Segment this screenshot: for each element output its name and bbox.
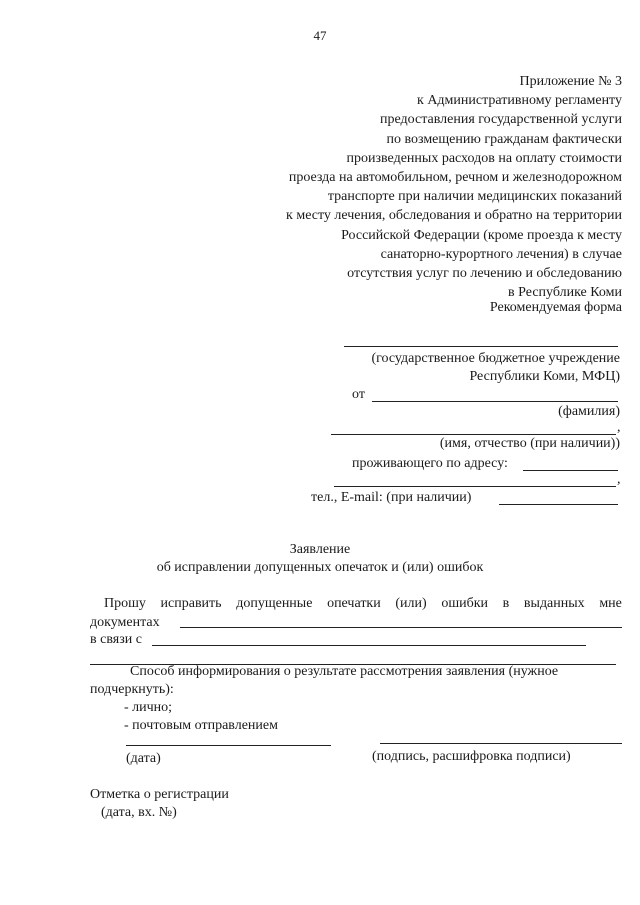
address-line-2[interactable] bbox=[334, 486, 616, 487]
request-word: (или) bbox=[395, 596, 427, 611]
name-caption: (имя, отчество (при наличии)) bbox=[439, 436, 620, 451]
comma-after-address: , bbox=[617, 472, 621, 487]
appendix-line: произведенных расходов на оплату стоимости bbox=[346, 150, 622, 166]
option-in-person[interactable]: - лично; bbox=[124, 700, 173, 715]
appendix-line: проезда на автомобильном, речном и железнодорожном bbox=[288, 170, 622, 186]
appendix-line: Российской Федерации (кроме проезда к месту bbox=[341, 227, 622, 243]
option-by-mail[interactable]: - почтовым отправлением bbox=[124, 718, 278, 733]
request-word: мне bbox=[599, 596, 622, 611]
contacts-label: тел., E-mail: (при наличии) bbox=[311, 490, 472, 505]
appendix-title: Приложение № 3 bbox=[519, 74, 622, 89]
registration-label: Отметка о регистрации bbox=[90, 787, 229, 802]
from-surname-line[interactable] bbox=[372, 401, 618, 402]
request-word: выданных bbox=[523, 596, 585, 611]
institution-line[interactable] bbox=[344, 346, 618, 347]
page-number: 47 bbox=[313, 28, 327, 43]
appendix-line: предоставления государственной услуги bbox=[380, 112, 622, 128]
statement-subtitle: об исправлении допущенных опечаток и (или) ошибок bbox=[156, 560, 484, 575]
request-word: Прошу bbox=[104, 596, 146, 611]
address-label: проживающего по адресу: bbox=[352, 456, 508, 471]
request-word: в bbox=[502, 596, 510, 611]
appendix-header bbox=[286, 72, 622, 302]
appendix-line: к месту лечения, обследования и обратно на территории bbox=[286, 208, 622, 224]
request-line bbox=[104, 596, 622, 612]
from-label: от bbox=[352, 387, 365, 402]
notify-line-1: Способ информирования о результате рассмотрения заявления (нужное bbox=[130, 664, 559, 679]
appendix-line: санаторно-курортного лечения) в случае bbox=[380, 246, 622, 262]
comma-after-name: , bbox=[617, 420, 621, 435]
appendix-line: транспорте при наличии медицинских показаний bbox=[327, 189, 622, 205]
signature-caption: (подпись, расшифровка подписи) bbox=[372, 749, 571, 764]
contacts-line[interactable] bbox=[499, 504, 618, 505]
signature-line[interactable] bbox=[380, 743, 622, 744]
appendix-line: по возмещению гражданам фактически bbox=[386, 131, 622, 147]
address-line-1[interactable] bbox=[523, 470, 618, 471]
documents-line[interactable] bbox=[180, 627, 622, 628]
reason-line-1[interactable] bbox=[152, 645, 586, 646]
statement-title: Заявление bbox=[289, 542, 351, 557]
request-word: исправить bbox=[160, 596, 222, 611]
institution-caption-1: (государственное бюджетное учреждение bbox=[371, 351, 620, 366]
appendix-line: отсутствия услуг по лечению и обследованию bbox=[347, 266, 622, 282]
documents-label: документах bbox=[90, 615, 160, 630]
registration-caption: (дата, вх. №) bbox=[101, 805, 177, 820]
reason-label: в связи с bbox=[90, 632, 142, 647]
institution-caption-2: Республики Коми, МФЦ) bbox=[469, 369, 620, 384]
name-line[interactable] bbox=[331, 434, 616, 435]
surname-caption: (фамилия) bbox=[558, 404, 620, 419]
appendix-line: к Административному регламенту bbox=[417, 93, 622, 109]
request-word: допущенные bbox=[236, 596, 313, 611]
date-caption: (дата) bbox=[126, 751, 161, 766]
recommended-form-label: Рекомендуемая форма bbox=[489, 300, 622, 315]
request-word: ошибки bbox=[441, 596, 489, 611]
notify-line-2: подчеркнуть): bbox=[90, 682, 174, 697]
request-word: опечатки bbox=[327, 596, 381, 611]
date-line[interactable] bbox=[126, 745, 331, 746]
appendix-line: в Республике Коми bbox=[508, 285, 622, 301]
